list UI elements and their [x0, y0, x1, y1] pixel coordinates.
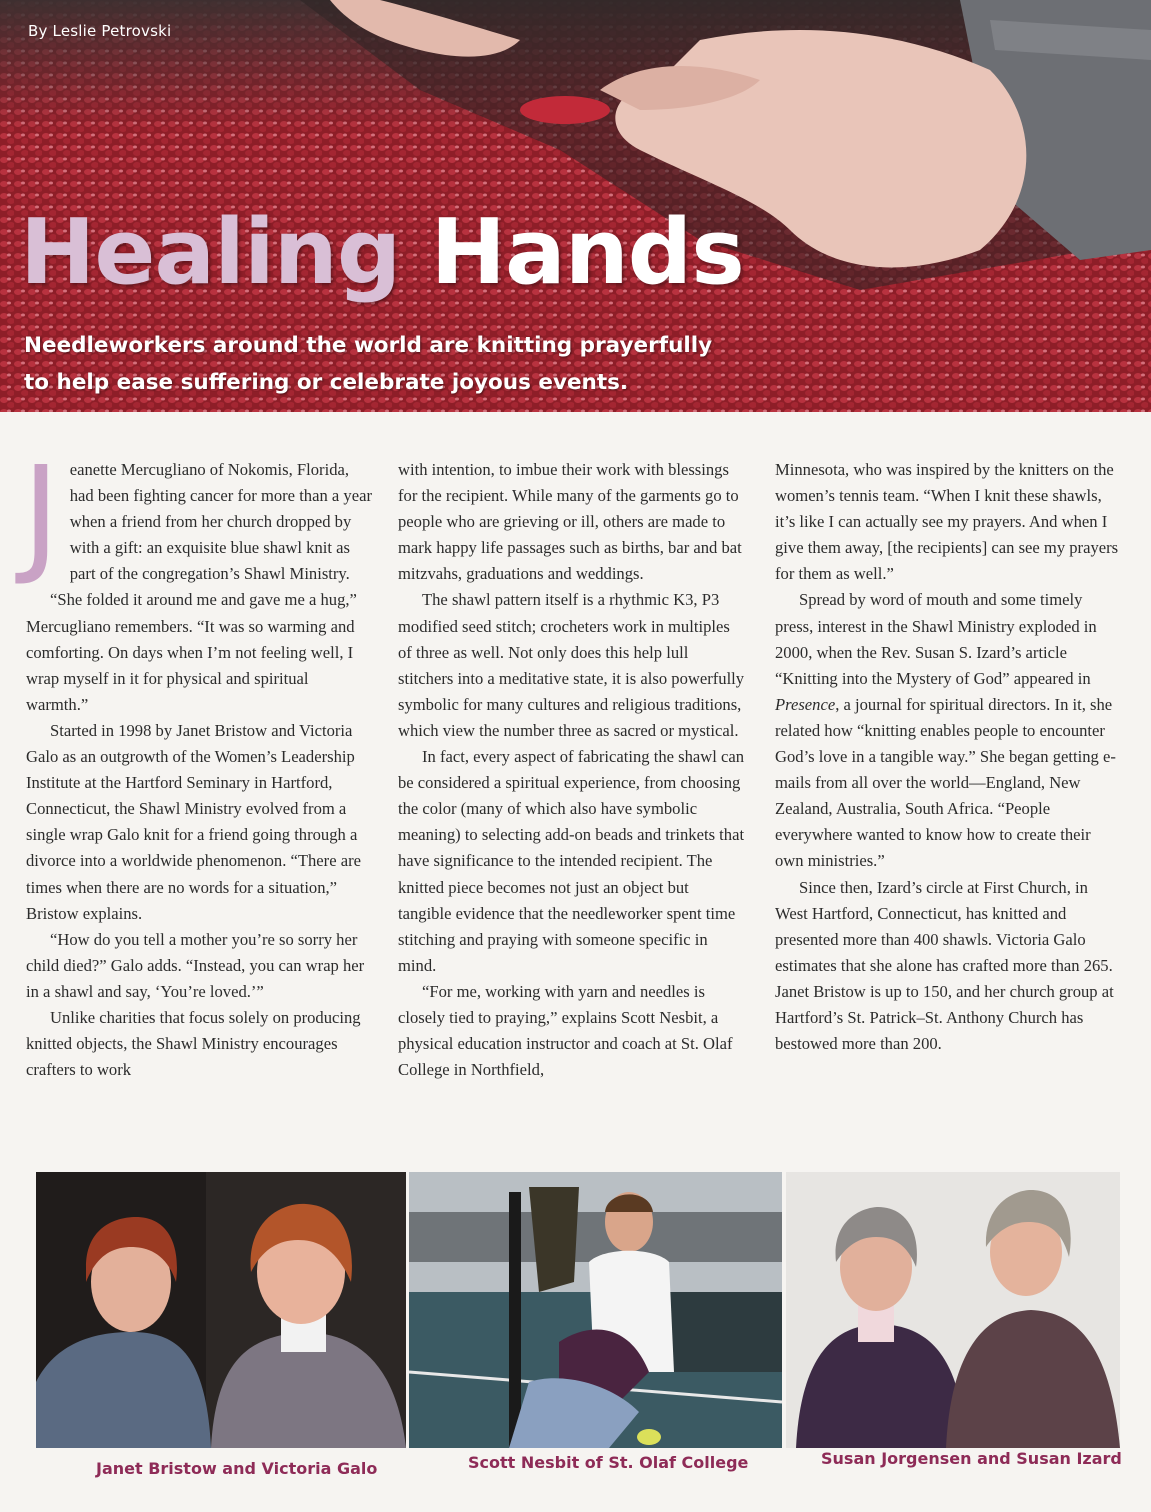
headline-word-2: Hands [430, 200, 744, 305]
headline-word-1: Healing [20, 200, 401, 305]
photo-caption: Susan Jorgensen and Susan Izard [821, 1449, 1122, 1468]
paragraph: The shawl pattern itself is a rhythmic K3, P3 modified seed stitch; crocheters work in multiples of three as well. Not only does this help lull stitchers into a meditative state, it is also powerfully symbolic for many cultures and religious traditions, which view the number three as sacred or mystical. [398, 590, 745, 740]
portrait-two-women-image [36, 1172, 406, 1448]
photo-caption: Janet Bristow and Victoria Galo [96, 1459, 378, 1478]
byline: By Leslie Petrovski [28, 22, 172, 40]
paragraph: “She folded it around me and gave me a hug,” Mercugliano remembers. “It was so warming and comforting. On days when I’m not feeling well, I wrap myself in it for physical and spiritual warmth.” [26, 590, 357, 714]
paragraph: Spread by word of mouth and some timely press, interest in the Shawl Ministry exploded in 2000, when the Rev. Susan S. Izard’s article “Knitting into the Mystery of God” appeared in Presence, a journal for spiritual directors. In it, she related how “knitting enables people to encounter God’s love in a tangible way.” She began getting e-mails from all over the world—England, New Zealand, Australia, South Africa. “People everywhere wanted to know how to create their own ministries.” [775, 590, 1116, 871]
photo-caption: Scott Nesbit of St. Olaf College [468, 1453, 749, 1472]
paragraph: Started in 1998 by Janet Bristow and Victoria Galo as an outgrowth of the Women’s Leadership Institute at the Hartford Seminary in Hartford, Connecticut, the Shawl Ministry evolved from a single wrap Galo knit for a friend going through a divorce into a worldwide phenomenon. “There are times when there are no words for a situation,” Bristow explains. [26, 720, 361, 923]
photo-nesbit [409, 1172, 782, 1448]
paragraph: with intention, to imbue their work with blessings for the recipient. While many of the garments go to people who are grieving or ill, others are made to mark happy life passages such as births, bar and bat mitzvahs, graduations and weddings. [398, 460, 742, 584]
photo-bristow-galo [36, 1172, 406, 1448]
portrait-tennis-court-image [409, 1172, 782, 1448]
drop-cap: J [22, 440, 60, 589]
publication-title: Presence [775, 694, 836, 714]
paragraph: In fact, every aspect of fabricating the shawl can be considered a spiritual experience, from choosing the color (many of which also have symbolic meaning) to selecting add-on beads and trinkets that have significance to the intended recipient. The knitted piece becomes not just an object but tangible evidence that the needleworker spent time stitching and praying with someone specific in mind. [398, 747, 745, 975]
portrait-two-women-image [786, 1172, 1120, 1448]
paragraph: Minnesota, who was inspired by the knitters on the women’s tennis team. “When I knit these shawls, it’s like I can actually see my prayers. And when I give them away, [the recipients] can see my prayers for them as well.” [775, 460, 1119, 584]
headline [20, 200, 744, 305]
article-column-1 [22, 440, 374, 1083]
deck: Needleworkers around the world are knitting prayerfully to help ease suffering or celebrate joyous events. [24, 333, 713, 395]
photo-jorgensen-izard [786, 1172, 1120, 1448]
paragraph: Jeanette Mercugliano of Nokomis, Florida, had been fighting cancer for more than a year when a friend from her church dropped by with a gift: an exquisite blue shawl knit as part of the congregation’s Shawl Ministry. [22, 440, 372, 589]
article-column-3 [775, 457, 1123, 1057]
paragraph: Unlike charities that focus solely on producing knitted objects, the Shawl Ministry encourages crafters to work [26, 1007, 361, 1080]
paragraph: “For me, working with yarn and needles is closely tied to praying,” explains Scott Nesbit, a physical education instructor and coach at St. Olaf College in Northfield, [398, 981, 733, 1080]
article-column-2 [398, 457, 746, 1083]
paragraph: “How do you tell a mother you’re so sorry her child died?” Galo adds. “Instead, you can wrap her in a shawl and say, ‘You’re loved.’” [26, 929, 365, 1001]
paragraph: Since then, Izard’s circle at First Church, in West Hartford, Connecticut, has knitted and presented more than 400 shawls. Victoria Galo estimates that she alone has crafted more than 265. Janet Bristow is up to 150, and her church group at Hartford’s St. Patrick–St. Anthony Church has bestowed more than 200. [775, 877, 1114, 1054]
hero-photo [0, 0, 1151, 412]
